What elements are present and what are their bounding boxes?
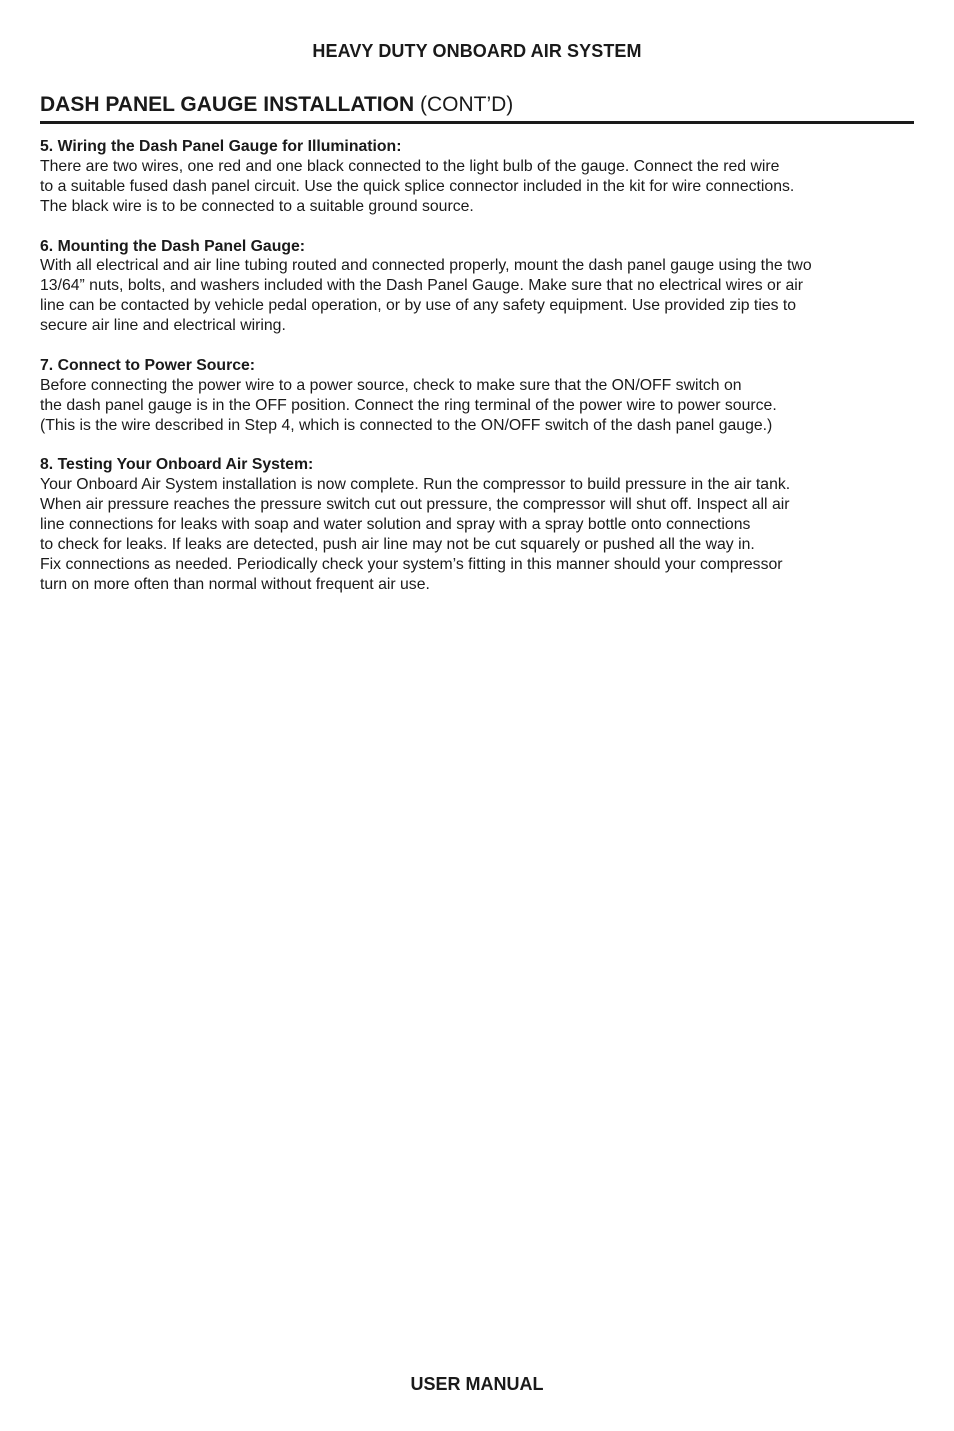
step-text-line: Fix connections as needed. Periodically check your system’s fitting in this manner should your compressor <box>40 555 783 573</box>
step-text-line: line connections for leaks with soap and water solution and spray with a spray bottle onto connections <box>40 516 751 534</box>
step-title: 7. Connect to Power Source: <box>40 356 256 374</box>
running-header: HEAVY DUTY ONBOARD AIR SYSTEM <box>312 41 642 61</box>
step-text-line: turn on more often than normal without frequent air use. <box>40 575 430 593</box>
step-text-line: (This is the wire described in Step 4, which is connected to the ON/OFF switch of the dash panel gauge.) <box>40 416 773 434</box>
step-5-wiring <box>40 137 920 217</box>
section-heading <box>40 92 914 124</box>
step-title: 8. Testing Your Onboard Air System: <box>40 456 314 474</box>
step-text-line: The black wire is to be connected to a suitable ground source. <box>40 197 474 215</box>
step-text-line: the dash panel gauge is in the OFF position. Connect the ring terminal of the power wire to power source. <box>40 396 777 414</box>
step-title: 6. Mounting the Dash Panel Gauge: <box>40 237 306 255</box>
step-title: 5. Wiring the Dash Panel Gauge for Illumination: <box>40 138 402 155</box>
section-title: DASH PANEL GAUGE INSTALLATION <box>40 93 415 116</box>
step-text-line: to a suitable fused dash panel circuit. Use the quick splice connector included in the kit for wire connections. <box>40 177 795 195</box>
step-6-mounting <box>40 237 920 337</box>
step-text-line: secure air line and electrical wiring. <box>40 317 286 335</box>
instructions-body <box>40 137 920 615</box>
step-text-line: Your Onboard Air System installation is now complete. Run the compressor to build pressure in the air tank. <box>40 476 791 494</box>
step-text-line: Before connecting the power wire to a power source, check to make sure that the ON/OFF switch on <box>40 376 742 394</box>
step-7-power-source <box>40 356 920 436</box>
step-text-line: to check for leaks. If leaks are detected, push air line may not be cut squarely or pushed all the way in. <box>40 536 755 554</box>
step-text-line: 13/64” nuts, bolts, and washers included with the Dash Panel Gauge. Make sure that no electrical wires or air <box>40 277 804 295</box>
step-text-line: With all electrical and air line tubing routed and connected properly, mount the dash panel gauge using the two <box>40 257 812 275</box>
section-title-suffix: (CONT’D) <box>419 93 514 116</box>
step-text-line: When air pressure reaches the pressure switch cut out pressure, the compressor will shut off. Inspect all air <box>40 496 790 514</box>
step-text-line: There are two wires, one red and one black connected to the light bulb of the gauge. Connect the red wire <box>40 157 780 175</box>
running-footer: USER MANUAL <box>410 1374 544 1394</box>
step-text-line: line can be contacted by vehicle pedal operation, or by use of any safety equipment. Use provided zip ties to <box>40 297 797 315</box>
step-8-testing <box>40 455 920 594</box>
